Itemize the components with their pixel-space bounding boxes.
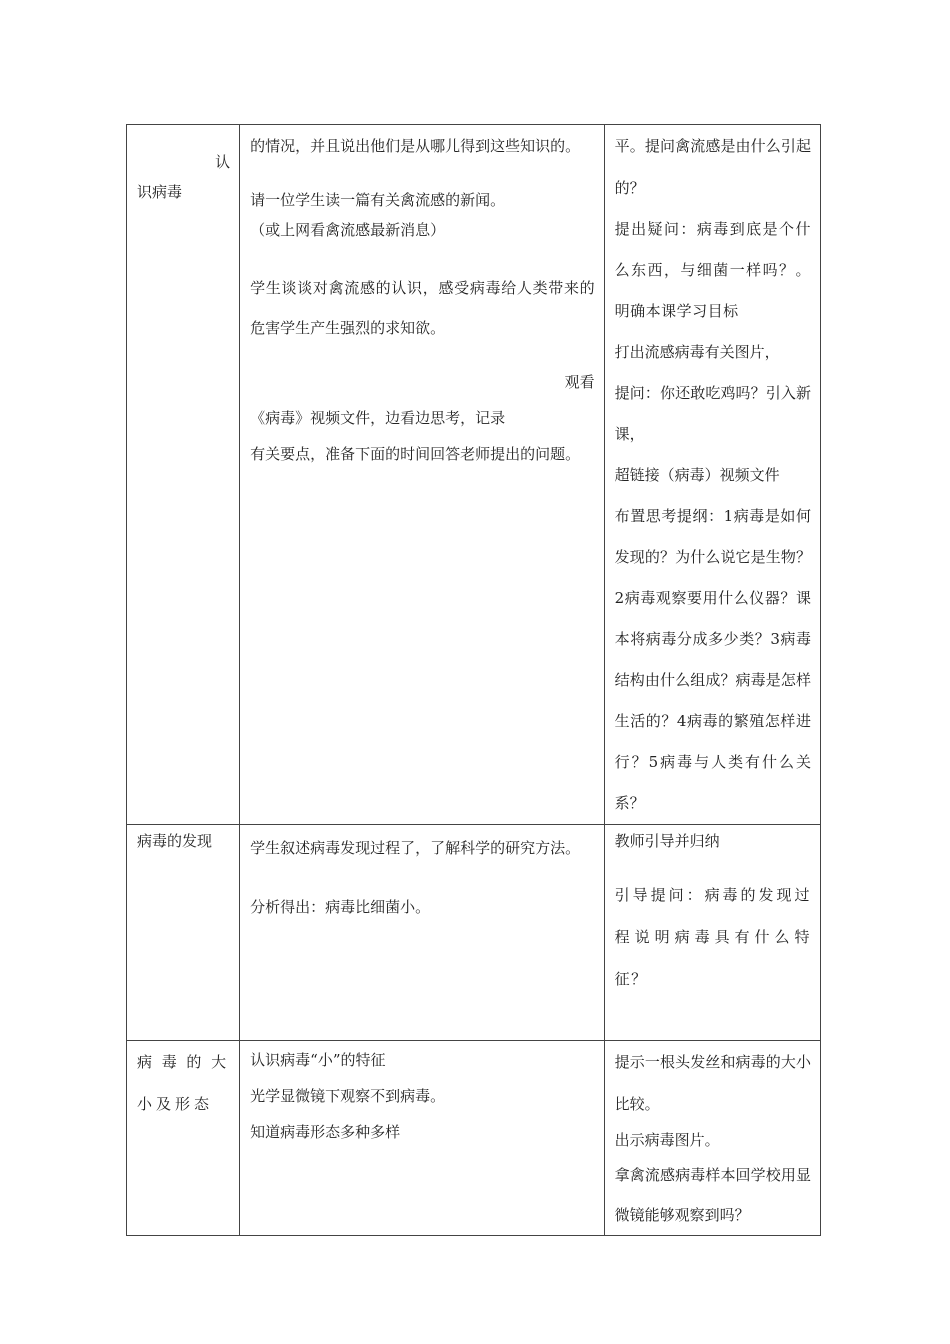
student-activity-cell bbox=[240, 825, 605, 1041]
teacher-text: 平。提问禽流感是由什么引起的？ bbox=[614, 137, 811, 197]
teacher-text: 引导提问：病毒的发现过程说明病毒具有什么特征？ bbox=[614, 886, 811, 988]
student-text: 请一位学生读一篇有关禽流感的新闻。 bbox=[250, 191, 506, 209]
student-text: 光学显微镜下观察不到病毒。 bbox=[250, 1087, 446, 1105]
student-text: 《病毒》视频文件，边看边思考，记录 bbox=[250, 409, 506, 427]
student-text: 的情况，并且说出他们是从哪儿得到这些知识的。 bbox=[250, 137, 581, 155]
table-row bbox=[127, 125, 821, 825]
teacher-text: 布置思考提纲：1病毒是如何发现的？为什么说它是生物？2病毒观察要用什么仪器？课本将病毒分成多少类？3病毒结构由什么组成？病毒是怎样生活的？4病毒的繁殖怎样进行？5病毒与人类有什么关系？ bbox=[614, 507, 811, 812]
teacher-text: 提示一根头发丝和病毒的大小比较。 bbox=[614, 1053, 811, 1113]
teacher-activity-cell bbox=[604, 825, 820, 1041]
student-text: 知道病毒形态多种多样 bbox=[250, 1123, 401, 1141]
student-text: 认识病毒“小”的特征 bbox=[250, 1051, 386, 1069]
table-row bbox=[127, 1041, 821, 1236]
teacher-activity-cell bbox=[604, 1041, 820, 1236]
topic-text: 病毒的发现 bbox=[137, 832, 213, 850]
student-text: 观看 bbox=[564, 373, 595, 391]
topic-text: 认 bbox=[215, 153, 231, 171]
student-text: 学生叙述病毒发现过程了，了解科学的研究方法。 bbox=[250, 839, 581, 857]
teacher-text: 提出疑问：病毒到底是个什么东西，与细菌一样吗？。明确本课学习目标 bbox=[614, 220, 811, 320]
student-activity-cell bbox=[240, 125, 605, 825]
teacher-text: 打出流感病毒有关图片， bbox=[614, 343, 780, 361]
teacher-text: 教师引导并归纳 bbox=[614, 832, 720, 850]
student-activity-cell bbox=[240, 1041, 605, 1236]
teacher-text: 提问：你还敢吃鸡吗？引入新课， bbox=[614, 384, 811, 443]
topic-cell bbox=[127, 125, 240, 825]
table-row bbox=[127, 825, 821, 1041]
teacher-text: 出示病毒图片。 bbox=[614, 1131, 720, 1149]
student-text: 有关要点，准备下面的时间回答老师提出的问题。 bbox=[250, 445, 581, 463]
topic-text: 病毒的大小及形态 bbox=[137, 1053, 231, 1113]
topic-cell bbox=[127, 1041, 240, 1236]
teacher-activity-cell bbox=[604, 125, 820, 825]
topic-text: 识病毒 bbox=[137, 183, 183, 201]
teacher-text: 拿禽流感病毒样本回学校用显微镜能够观察到吗？ bbox=[614, 1166, 811, 1224]
student-text: 学生谈谈对禽流感的认识，感受病毒给人类带来的危害学生产生强烈的求知欲。 bbox=[250, 279, 595, 337]
teacher-text: 超链接（病毒）视频文件 bbox=[614, 466, 780, 484]
lesson-plan-table bbox=[126, 124, 821, 1236]
student-text: 分析得出：病毒比细菌小。 bbox=[250, 898, 431, 916]
topic-cell bbox=[127, 825, 240, 1041]
student-text: （或上网看禽流感最新消息） bbox=[250, 221, 446, 239]
